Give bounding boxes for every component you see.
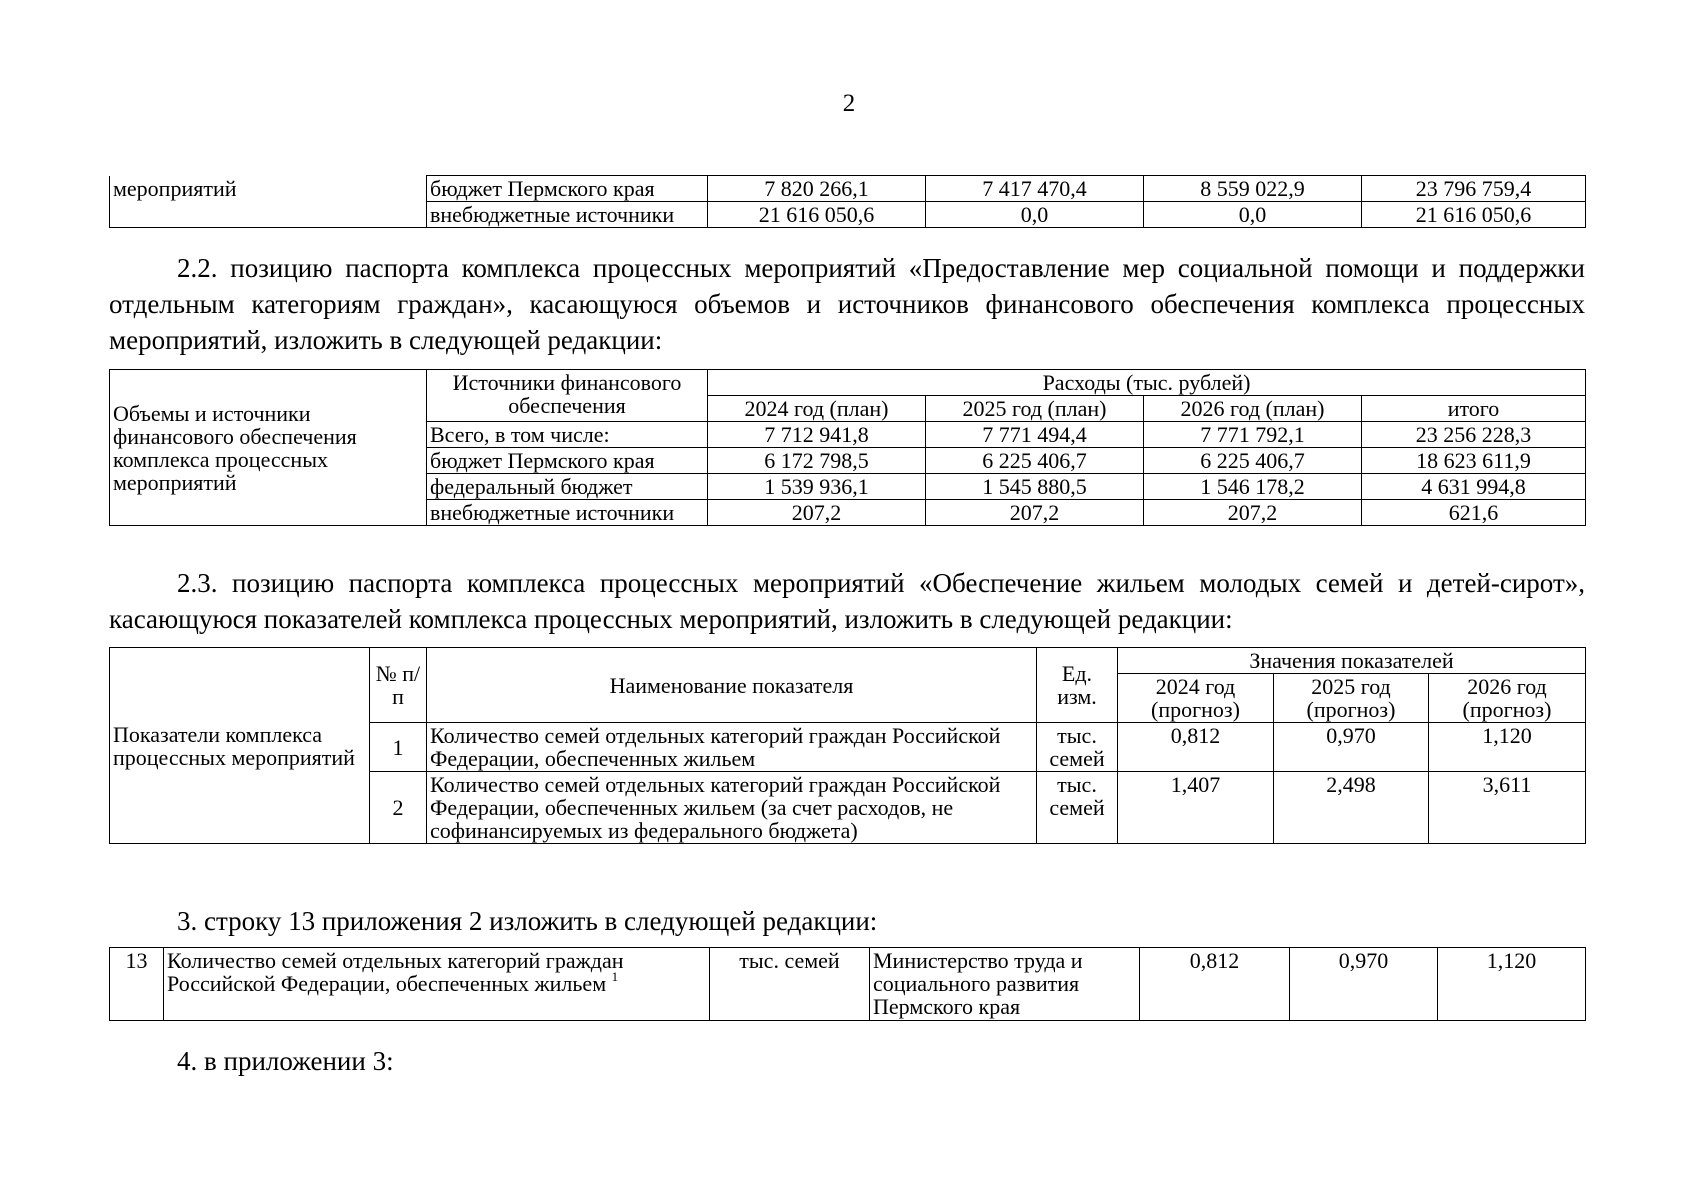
value-cell: 7 820 266,1 (708, 176, 926, 202)
source-cell: бюджет Пермского края (427, 448, 708, 474)
value-cell: 0,0 (926, 202, 1144, 228)
value-cell: 0,812 (1118, 723, 1274, 772)
value-cell: 0,812 (1140, 948, 1290, 1021)
value-cell: 207,2 (708, 500, 926, 526)
table-top-continuation (109, 175, 1586, 228)
column-header: итого (1362, 396, 1586, 422)
paragraph-2-2 (109, 250, 1585, 358)
total-cell: 23 796 759,4 (1362, 176, 1586, 202)
column-header: 2026 год (прогноз) (1429, 674, 1586, 723)
value-cell: 1,120 (1429, 723, 1586, 772)
value-cell: 6 225 406,7 (1144, 448, 1362, 474)
name-header: Наименование показателя (427, 648, 1037, 723)
table-label: Показатели комплекса процессных мероприятий (110, 648, 370, 844)
paragraph-3: 3. строку 13 приложения 2 изложить в следующей редакции: (177, 906, 878, 936)
total-cell: 18 623 611,9 (1362, 448, 1586, 474)
value-cell: 6 172 798,5 (708, 448, 926, 474)
value-cell: 1 546 178,2 (1144, 474, 1362, 500)
value-cell: 7 417 470,4 (926, 176, 1144, 202)
source-cell: Всего, в том числе: (427, 422, 708, 448)
num-header: № п/п (370, 648, 427, 723)
value-cell: 1 545 880,5 (926, 474, 1144, 500)
values-header: Значения показателей (1118, 648, 1586, 674)
column-header: 2026 год (план) (1144, 396, 1362, 422)
total-cell: 21 616 050,6 (1362, 202, 1586, 228)
name-cell: Количество семей отдельных категорий граждан Российской Федерации, обеспеченных жильем (427, 723, 1037, 772)
table-label: Объемы и источники финансового обеспечения комплекса процессных мероприятий (110, 370, 427, 526)
paragraph-2-3 (109, 565, 1585, 637)
value-cell: 1 539 936,1 (708, 474, 926, 500)
total-cell: 23 256 228,3 (1362, 422, 1586, 448)
value-cell: 7 771 792,1 (1144, 422, 1362, 448)
num-cell: 2 (370, 772, 427, 844)
expenses-header: Расходы (тыс. рублей) (708, 370, 1586, 396)
column-header: 2024 год (прогноз) (1118, 674, 1274, 723)
source-cell: бюджет Пермского края (427, 176, 708, 202)
column-header: 2024 год (план) (708, 396, 926, 422)
value-cell: 3,611 (1429, 772, 1586, 844)
unit-cell: тыс. семей (1037, 772, 1118, 844)
value-cell: 7 712 941,8 (708, 422, 926, 448)
value-cell: 207,2 (926, 500, 1144, 526)
total-cell: 4 631 994,8 (1362, 474, 1586, 500)
table-finance (109, 369, 1586, 526)
paragraph-2-2-text: 2.2. позицию паспорта комплекса процессных мероприятий «Предоставление мер социальной помощи и поддержки отдельным категориям граждан», касающуюся объемов и источников финансового обеспечения комплекса процессных мероприятий, изложить в следующей редакции: (109, 253, 1585, 355)
table-row (110, 176, 1586, 202)
table-row-13 (109, 947, 1586, 1021)
value-cell: 207,2 (1144, 500, 1362, 526)
unit-cell: тыс. семей (1037, 723, 1118, 772)
name-cell: Количество семей отдельных категорий граждан Российской Федерации, обеспеченных жильем (за счет расходов, не софинансируемых из федерального бюджета) (427, 772, 1037, 844)
value-cell: 7 771 494,4 (926, 422, 1144, 448)
source-cell: внебюджетные источники (427, 500, 708, 526)
value-cell: 0,0 (1144, 202, 1362, 228)
num-cell: 1 (370, 723, 427, 772)
unit-cell: тыс. семей (710, 948, 870, 1021)
total-cell: 621,6 (1362, 500, 1586, 526)
name-cell (164, 948, 710, 1021)
value-cell: 21 616 050,6 (708, 202, 926, 228)
name-text: Количество семей отдельных категорий граждан Российской Федерации, обеспеченных жильем (167, 948, 624, 996)
value-cell: 0,970 (1274, 723, 1429, 772)
table-label: мероприятий (110, 176, 427, 228)
column-header: 2025 год (план) (926, 396, 1144, 422)
value-cell: 2,498 (1274, 772, 1429, 844)
value-cell: 0,970 (1290, 948, 1438, 1021)
value-cell: 6 225 406,7 (926, 448, 1144, 474)
value-cell: 1,407 (1118, 772, 1274, 844)
table-header-row (110, 370, 1586, 396)
paragraph-4: 4. в приложении 3: (177, 1046, 394, 1076)
table-header-row (110, 648, 1586, 674)
page-number: 2 (842, 90, 856, 117)
ministry-cell: Министерство труда и социального развития Пермского края (870, 948, 1140, 1021)
table-row (110, 948, 1586, 1021)
table-indicators (109, 647, 1586, 844)
paragraph-2-3-text: 2.3. позицию паспорта комплекса процессных мероприятий «Обеспечение жильем молодых семей и детей-сирот», касающуюся показателей комплекса процессных мероприятий, изложить в следующей редакции: (109, 568, 1585, 634)
num-cell: 13 (110, 948, 164, 1021)
sources-header: Источники финансового обеспечения (427, 370, 708, 422)
value-cell: 1,120 (1438, 948, 1586, 1021)
column-header: 2025 год (прогноз) (1274, 674, 1429, 723)
source-cell: федеральный бюджет (427, 474, 708, 500)
unit-header: Ед. изм. (1037, 648, 1118, 723)
value-cell: 8 559 022,9 (1144, 176, 1362, 202)
footnote-mark: 1 (611, 969, 619, 984)
source-cell: внебюджетные источники (427, 202, 708, 228)
